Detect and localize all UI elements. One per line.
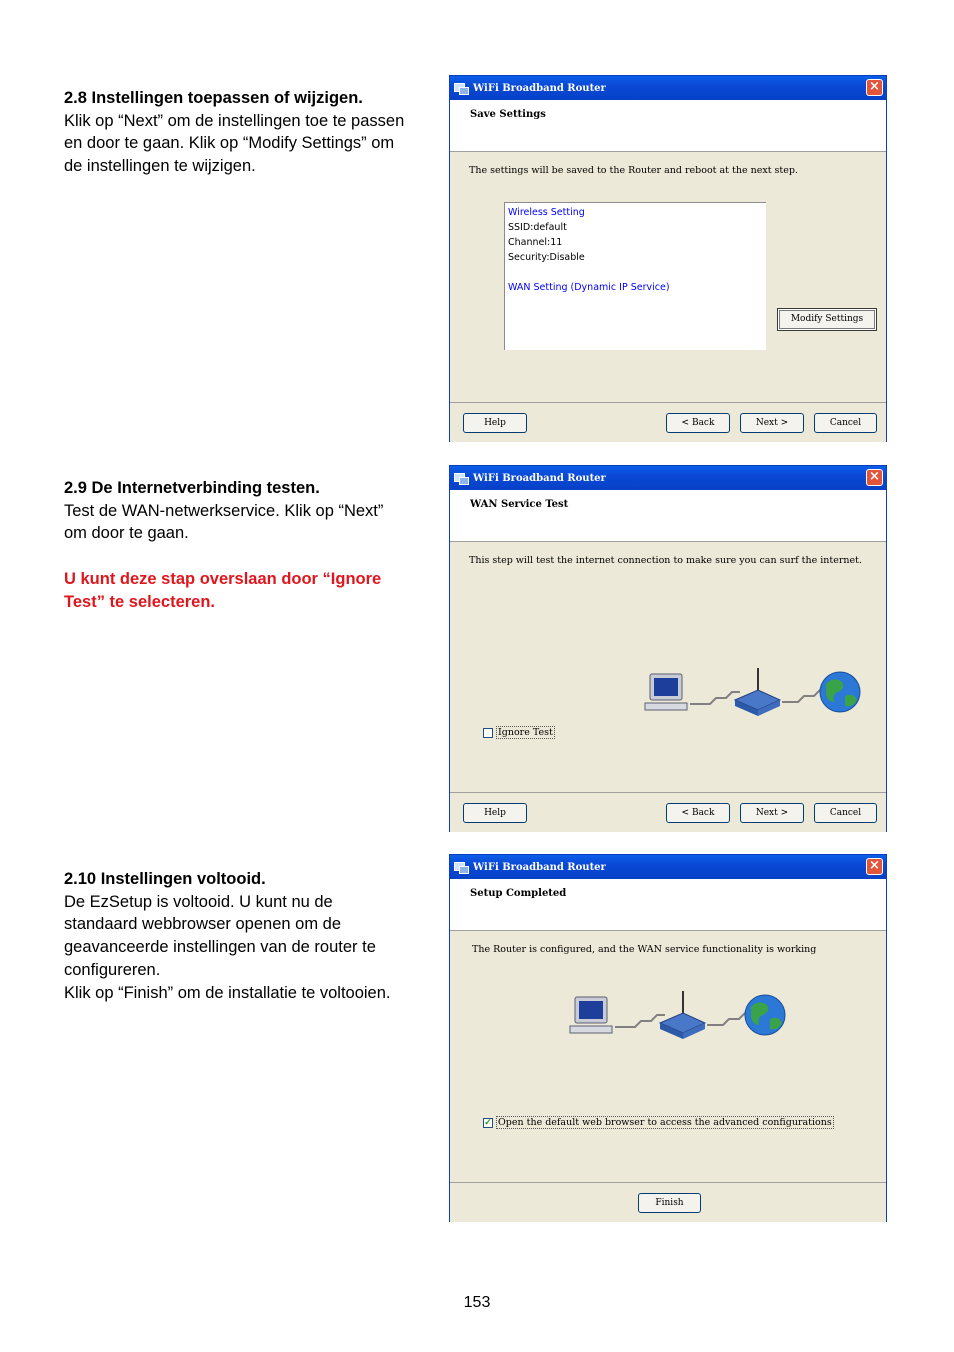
globe-icon: [745, 995, 785, 1035]
app-icon: [454, 861, 468, 873]
finish-button[interactable]: Finish: [638, 1193, 701, 1213]
step-title: Save Settings: [470, 109, 546, 120]
section-heading: 2.10 Instellingen voltooid.: [64, 870, 266, 888]
section-2-8: [64, 87, 442, 178]
dialog-body: [450, 152, 886, 442]
back-button[interactable]: < Back: [666, 803, 730, 823]
back-button[interactable]: < Back: [666, 413, 730, 433]
router-icon: [660, 991, 705, 1039]
next-button[interactable]: Next >: [740, 413, 804, 433]
ignore-test-checkbox[interactable]: [483, 726, 555, 739]
section-line: om door te gaan.: [64, 524, 189, 543]
modify-settings-button[interactable]: Modify Settings: [777, 308, 877, 331]
computer-icon: [570, 997, 612, 1033]
section-line: Klik op “Next” om de instellingen toe te passen: [64, 111, 405, 130]
window-title: WiFi Broadband Router: [473, 472, 606, 484]
checkbox-label[interactable]: Ignore Test: [498, 727, 553, 738]
section-line: standaard webbrowser openen om de: [64, 915, 342, 934]
wan-heading: WAN Setting (Dynamic IP Service): [508, 282, 670, 293]
footer-divider: [450, 402, 886, 403]
checkbox-box[interactable]: [483, 728, 493, 738]
section-line: Test de WAN-netwerkservice. Klik op “Next”: [64, 501, 384, 520]
window-title: WiFi Broadband Router: [473, 82, 606, 94]
app-icon: [454, 82, 468, 94]
dialog-body: [450, 931, 886, 1222]
computer-icon: [645, 674, 687, 710]
channel-value: Channel:11: [508, 237, 563, 248]
section-2-10: [64, 868, 442, 1004]
app-icon: [454, 472, 468, 484]
network-illustration: [565, 985, 790, 1045]
network-illustration: [640, 662, 865, 722]
section-line: Klik op “Finish” om de installatie te voltooien.: [64, 983, 391, 1002]
section-line: de instellingen te wijzigen.: [64, 157, 256, 176]
footer-divider: [450, 792, 886, 793]
section-2-9: [64, 477, 442, 614]
help-button[interactable]: Help: [463, 413, 527, 433]
dialog-header: [450, 100, 886, 152]
title-bar[interactable]: [450, 855, 886, 879]
cancel-button[interactable]: Cancel: [814, 413, 877, 433]
step-title: Setup Completed: [470, 888, 567, 899]
checkbox-label[interactable]: Open the default web browser to access the advanced configurations: [498, 1117, 832, 1128]
ssid-value: SSID:default: [508, 222, 567, 233]
dialog-setup-completed: [449, 854, 887, 1222]
page-number: 153: [463, 1294, 491, 1311]
settings-summary: [504, 202, 766, 350]
footer-divider: [450, 1182, 886, 1183]
dialog-header: [450, 490, 886, 542]
close-icon[interactable]: ×: [866, 469, 883, 486]
step-message: The Router is configured, and the WAN service functionality is working: [472, 944, 817, 955]
title-bar[interactable]: [450, 76, 886, 100]
section-line: De EzSetup is voltooid. U kunt nu de: [64, 892, 333, 911]
next-button[interactable]: Next >: [740, 803, 804, 823]
step-message: The settings will be saved to the Router and reboot at the next step.: [469, 165, 798, 176]
step-message: This step will test the internet connection to make sure you can surf the internet.: [469, 555, 862, 566]
checkbox-box[interactable]: ✓: [484, 1117, 492, 1128]
section-line: en door te gaan. Klik op “Modify Settings” om: [64, 134, 395, 153]
security-value: Security:Disable: [508, 252, 585, 263]
open-browser-checkbox[interactable]: [483, 1116, 834, 1129]
help-button[interactable]: Help: [463, 803, 527, 823]
dialog-wan-test: [449, 465, 887, 832]
close-icon[interactable]: ×: [866, 858, 883, 875]
dialog-body: [450, 542, 886, 832]
dialog-header: [450, 879, 886, 931]
cancel-button[interactable]: Cancel: [814, 803, 877, 823]
warning-line: U kunt deze stap overslaan door “Ignore: [64, 570, 382, 589]
dialog-save-settings: [449, 75, 887, 442]
section-line: geavanceerde instellingen van de router te: [64, 938, 376, 957]
globe-icon: [820, 672, 860, 712]
section-line: configureren.: [64, 960, 161, 979]
window-title: WiFi Broadband Router: [473, 861, 606, 873]
step-title: WAN Service Test: [470, 499, 569, 510]
title-bar[interactable]: [450, 466, 886, 490]
close-icon[interactable]: ×: [866, 79, 883, 96]
warning-line: Test” te selecteren.: [64, 592, 216, 611]
router-icon: [735, 668, 780, 716]
section-heading: 2.9 De Internetverbinding testen.: [64, 479, 320, 497]
section-heading: 2.8 Instellingen toepassen of wijzigen.: [64, 89, 363, 107]
wireless-heading: Wireless Setting: [508, 207, 585, 218]
